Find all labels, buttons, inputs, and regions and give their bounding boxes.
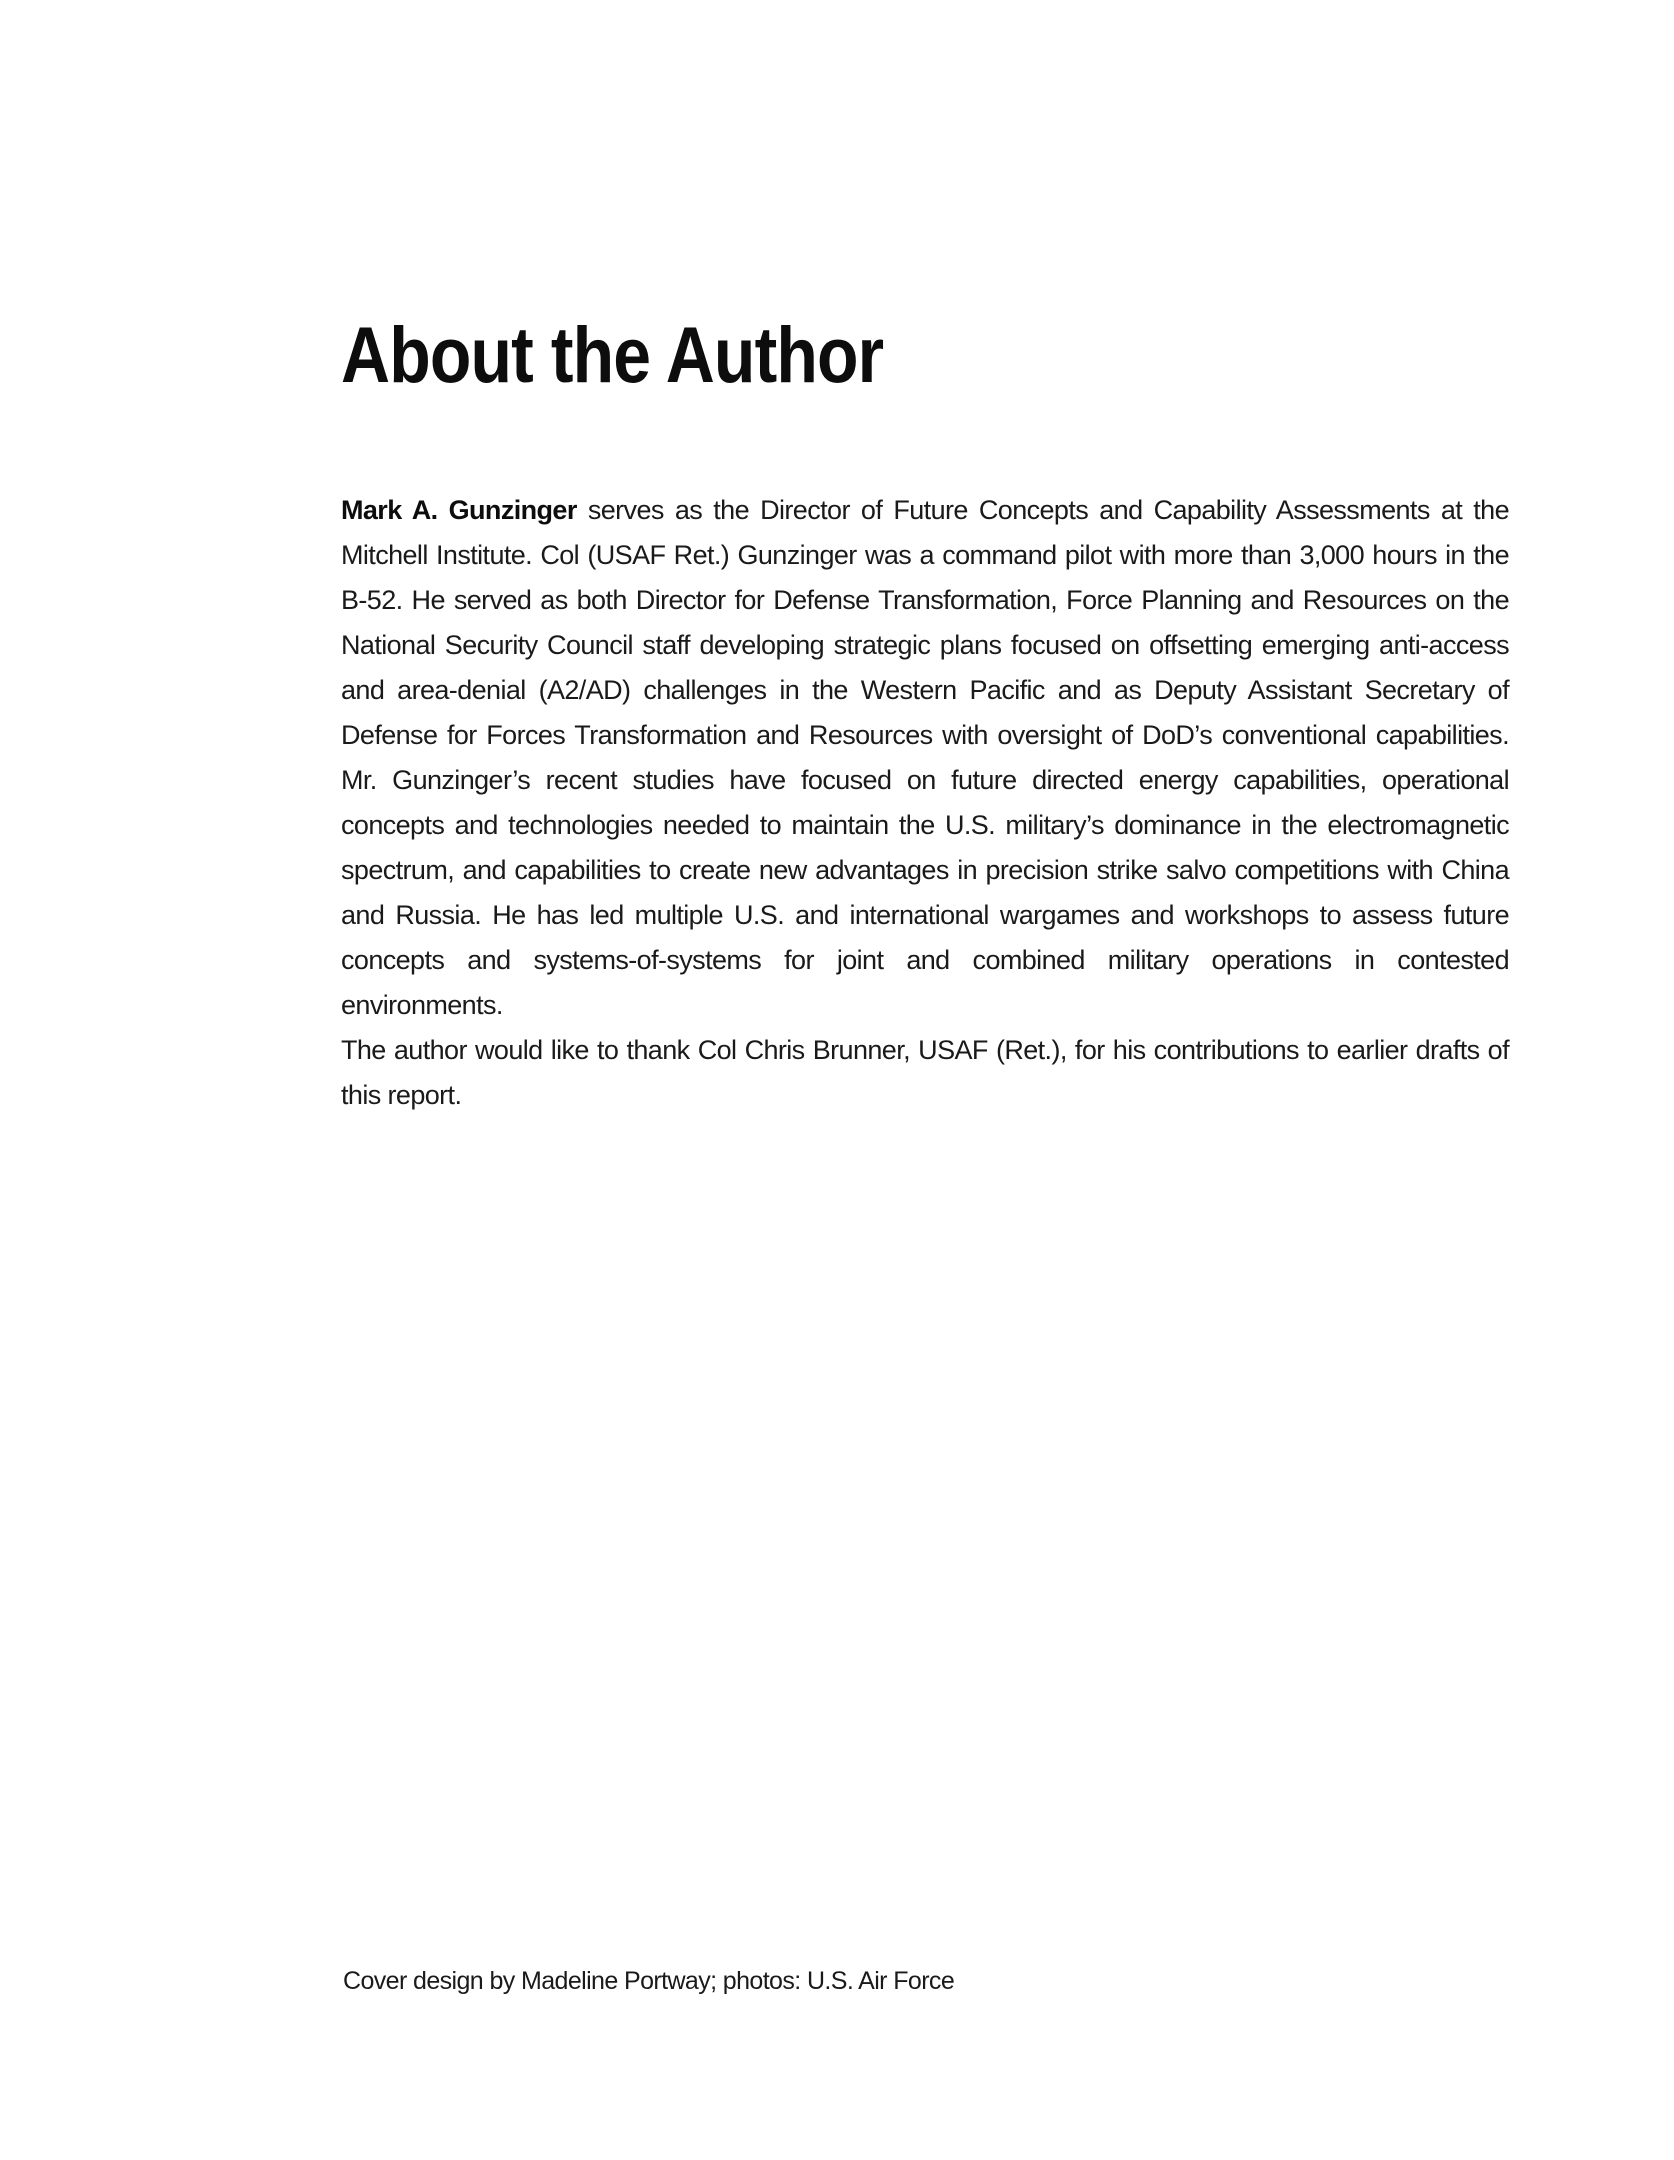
author-bio-text: serves as the Director of Future Concepts and Capability Assessments at the Mitchell Institute. Col (USAF Ret.) Gunzinger was a command pilot with more than 3,000 hours in the B-52. He served as both Director for Defense Transformation, Force Planning and Resources on the National Security Council staff developing strategic plans focused on offsetting emerging anti-access and area-denial (A2/AD) challenges in the Western Pacific and as Deputy Assistant Secretary of Defense for Forces Transformation and Resources with oversight of DoD’s conventional capabilities. Mr. Gunzinger’s recent studies have focused on future directed energy capabilities, operational concepts and technologies needed to maintain the U.S. military’s dominance in the electromagnetic spectrum, and capabilities to create new advantages in precision strike salvo competitions with China and Russia. He has led multiple U.S. and international wargames and workshops to assess future concepts and systems-of-systems for joint and combined military operations in contested environments.	[341, 495, 1509, 1020]
cover-credit: Cover design by Madeline Portway; photos: U.S. Air Force	[343, 1967, 955, 1995]
author-bio-paragraph	[341, 488, 1509, 1028]
acknowledgment-paragraph: The author would like to thank Col Chris Brunner, USAF (Ret.), for his contributions to earlier drafts of this report.	[341, 1035, 1509, 1110]
page-heading: About the Author	[341, 310, 884, 399]
author-name: Mark A. Gunzinger	[341, 495, 577, 525]
